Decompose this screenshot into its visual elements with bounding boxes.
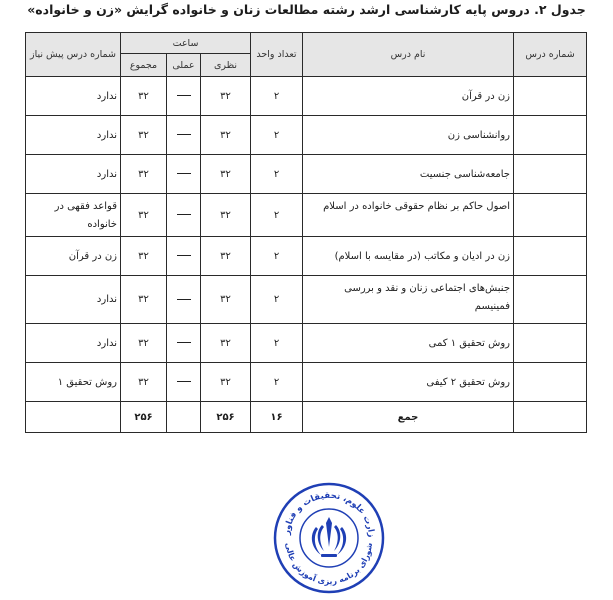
course-number-cell (514, 276, 587, 324)
course-number-cell (514, 324, 587, 363)
dash-mark (177, 134, 191, 135)
course-theory: ۳۲ (201, 77, 251, 116)
total-units: ۱۶ (251, 402, 303, 433)
course-total: ۳۲ (121, 194, 167, 237)
course-total: ۳۲ (121, 237, 167, 276)
course-units: ۲ (251, 116, 303, 155)
course-units: ۲ (251, 77, 303, 116)
courses-table-wrapper (25, 32, 586, 433)
header-units: تعداد واحد (251, 33, 303, 77)
course-prerequisite: قواعد فقهی در خانواده (26, 194, 121, 237)
total-hours: ۲۵۶ (121, 402, 167, 433)
course-name: زن در قرآن (303, 77, 514, 116)
course-name: روش تحقیق ۱ کمی (303, 324, 514, 363)
course-prerequisite: ندارد (26, 116, 121, 155)
header-course-number: شماره درس (514, 33, 587, 77)
course-name: اصول حاکم بر نظام حقوقی خانواده در اسلام (303, 194, 514, 237)
dash-mark (177, 173, 191, 174)
course-name: جنبش‌های اجتماعی زنان و نقد و بررسی فمینیسم (303, 276, 514, 324)
course-prerequisite: روش تحقیق ۱ (26, 363, 121, 402)
course-theory: ۳۲ (201, 155, 251, 194)
course-units: ۲ (251, 194, 303, 237)
course-total: ۳۲ (121, 324, 167, 363)
table-row (26, 77, 587, 116)
course-practical (167, 116, 201, 155)
course-units: ۲ (251, 324, 303, 363)
header-practical: عملی (167, 54, 201, 77)
header-total: مجموع (121, 54, 167, 77)
table-row (26, 116, 587, 155)
dash-mark (177, 214, 191, 215)
header-prerequisite: شماره درس پیش نیاز (26, 33, 121, 77)
table-row (26, 363, 587, 402)
course-name: جامعه‌شناسی جنسیت (303, 155, 514, 194)
course-units: ۲ (251, 363, 303, 402)
course-units: ۲ (251, 155, 303, 194)
table-row (26, 155, 587, 194)
course-prerequisite: ندارد (26, 324, 121, 363)
table-row (26, 276, 587, 324)
course-prerequisite: ندارد (26, 276, 121, 324)
table-row (26, 324, 587, 363)
dash-mark (177, 95, 191, 96)
seal-stamp-icon (272, 481, 386, 595)
course-prerequisite: ندارد (26, 155, 121, 194)
course-theory: ۳۲ (201, 116, 251, 155)
table-row (26, 194, 587, 237)
course-practical (167, 155, 201, 194)
dash-mark (177, 255, 191, 256)
course-prerequisite: ندارد (26, 77, 121, 116)
total-prereq-cell (26, 402, 121, 433)
dash-mark (177, 299, 191, 300)
course-theory: ۳۲ (201, 237, 251, 276)
official-seal (272, 481, 386, 595)
course-practical (167, 324, 201, 363)
header-hours: ساعت (121, 33, 251, 54)
header-row (26, 33, 587, 54)
total-row (26, 402, 587, 433)
course-name: زن در ادیان و مکاتب (در مقایسه با اسلام) (303, 237, 514, 276)
seal-bottom-text: شورای برنامه ریزی آموزش عالی (283, 542, 375, 587)
course-total: ۳۲ (121, 116, 167, 155)
course-number-cell (514, 77, 587, 116)
course-theory: ۳۲ (201, 324, 251, 363)
course-total: ۳۲ (121, 155, 167, 194)
course-theory: ۳۲ (201, 194, 251, 237)
course-name: روش تحقیق ۲ کیفی (303, 363, 514, 402)
total-label: جمع (303, 402, 514, 433)
dash-mark (177, 342, 191, 343)
total-empty-cell (514, 402, 587, 433)
courses-table (25, 32, 587, 433)
iran-emblem-icon (312, 517, 346, 557)
course-total: ۳۲ (121, 363, 167, 402)
course-theory: ۳۲ (201, 276, 251, 324)
course-practical (167, 363, 201, 402)
header-course-name: نام درس (303, 33, 514, 77)
seal-top-text: زارت علوم، تحقیقات و فناور (282, 490, 377, 538)
course-total: ۳۲ (121, 276, 167, 324)
course-units: ۲ (251, 237, 303, 276)
table-row (26, 237, 587, 276)
course-number-cell (514, 363, 587, 402)
course-practical (167, 276, 201, 324)
course-theory: ۳۲ (201, 363, 251, 402)
course-units: ۲ (251, 276, 303, 324)
course-name: روانشناسی زن (303, 116, 514, 155)
course-number-cell (514, 155, 587, 194)
course-number-cell (514, 237, 587, 276)
course-prerequisite: زن در قرآن (26, 237, 121, 276)
header-theory: نظری (201, 54, 251, 77)
total-theory: ۲۵۶ (201, 402, 251, 433)
page-title: جدول ۲. دروس پایه کارشناسی ارشد رشته مطالعات زنان و خانواده گرایش «زن و خانواده» (27, 2, 586, 17)
course-number-cell (514, 194, 587, 237)
dash-mark (177, 381, 191, 382)
course-practical (167, 77, 201, 116)
course-number-cell (514, 116, 587, 155)
course-practical (167, 237, 201, 276)
total-practical (167, 402, 201, 433)
course-practical (167, 194, 201, 237)
course-total: ۳۲ (121, 77, 167, 116)
